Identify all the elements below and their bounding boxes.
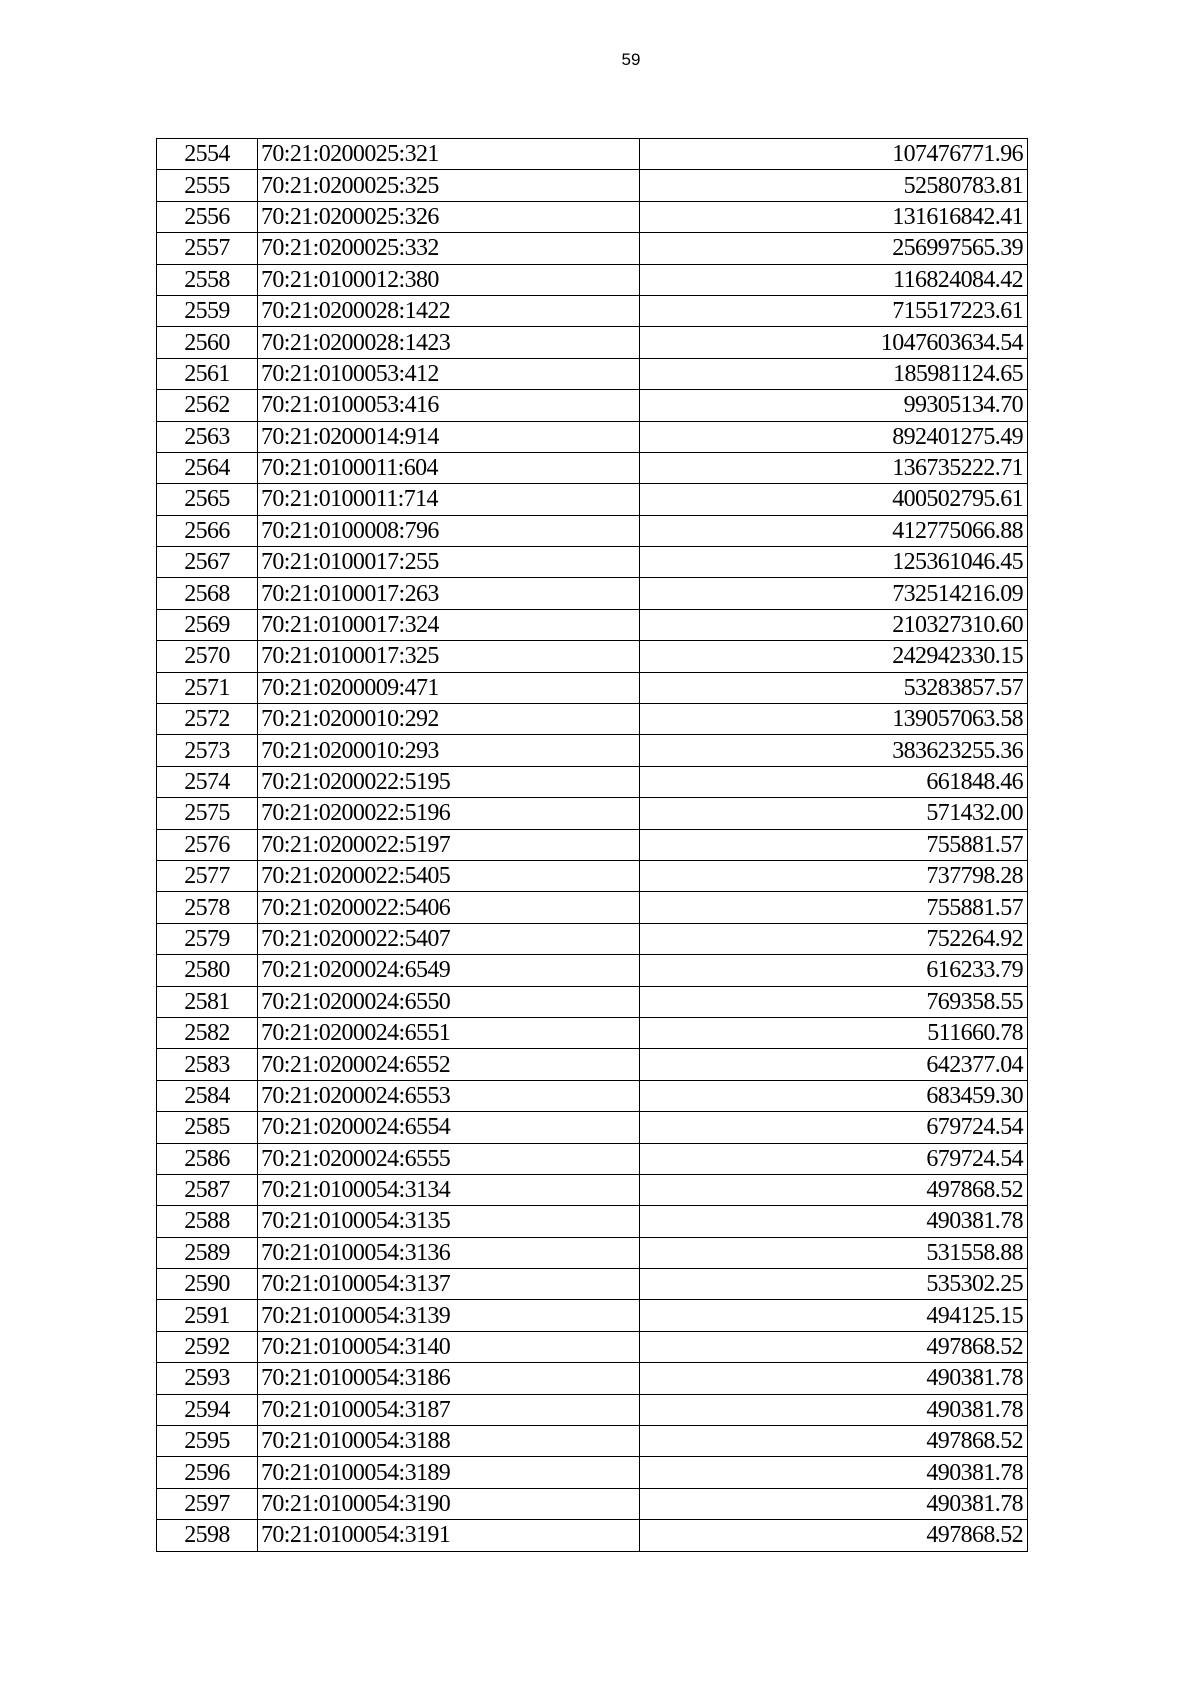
row-number-cell: 2555	[157, 170, 258, 201]
row-number-cell: 2563	[157, 421, 258, 452]
row-number-cell: 2584	[157, 1080, 258, 1111]
row-number-cell: 2562	[157, 390, 258, 421]
cadastral-number-cell: 70:21:0200022:5406	[258, 892, 640, 923]
row-number-cell: 2557	[157, 233, 258, 264]
cadastral-number-cell: 70:21:0200009:471	[258, 672, 640, 703]
table-row	[157, 955, 1028, 986]
row-number-cell: 2575	[157, 798, 258, 829]
cadastral-number-cell: 70:21:0100054:3190	[258, 1488, 640, 1519]
table-row	[157, 233, 1028, 264]
cadastral-number-cell: 70:21:0200024:6555	[258, 1143, 640, 1174]
cadastral-number-cell: 70:21:0100053:416	[258, 390, 640, 421]
row-number-cell: 2571	[157, 672, 258, 703]
cadastral-value-cell: 616233.79	[640, 955, 1028, 986]
table-row	[157, 1080, 1028, 1111]
cadastral-number-cell: 70:21:0100054:3189	[258, 1457, 640, 1488]
cadastral-number-cell: 70:21:0200010:293	[258, 735, 640, 766]
table-row	[157, 892, 1028, 923]
cadastral-number-cell: 70:21:0100054:3135	[258, 1206, 640, 1237]
cadastral-value-cell: 400502795.61	[640, 484, 1028, 515]
table-row	[157, 1457, 1028, 1488]
cadastral-value-cell: 490381.78	[640, 1488, 1028, 1519]
row-number-cell: 2564	[157, 452, 258, 483]
cadastral-number-cell: 70:21:0200022:5195	[258, 766, 640, 797]
table-row	[157, 1017, 1028, 1048]
table-row	[157, 1112, 1028, 1143]
cadastral-number-cell: 70:21:0100054:3140	[258, 1331, 640, 1362]
table-row	[157, 704, 1028, 735]
cadastral-value-cell: 242942330.15	[640, 641, 1028, 672]
cadastral-value-cell: 715517223.61	[640, 295, 1028, 326]
row-number-cell: 2597	[157, 1488, 258, 1519]
cadastral-value-cell: 383623255.36	[640, 735, 1028, 766]
cadastral-number-cell: 70:21:0200024:6553	[258, 1080, 640, 1111]
cadastral-number-cell: 70:21:0200022:5196	[258, 798, 640, 829]
row-number-cell: 2582	[157, 1017, 258, 1048]
row-number-cell: 2585	[157, 1112, 258, 1143]
row-number-cell: 2577	[157, 860, 258, 891]
table-row	[157, 1488, 1028, 1519]
table-row	[157, 170, 1028, 201]
cadastral-value-cell: 642377.04	[640, 1049, 1028, 1080]
cadastral-number-cell: 70:21:0100017:324	[258, 609, 640, 640]
cadastral-number-cell: 70:21:0200022:5407	[258, 923, 640, 954]
cadastral-value-cell: 679724.54	[640, 1112, 1028, 1143]
row-number-cell: 2595	[157, 1426, 258, 1457]
cadastral-value-cell: 1047603634.54	[640, 327, 1028, 358]
row-number-cell: 2565	[157, 484, 258, 515]
table-row	[157, 735, 1028, 766]
cadastral-number-cell: 70:21:0100053:412	[258, 358, 640, 389]
table-row	[157, 1143, 1028, 1174]
row-number-cell: 2586	[157, 1143, 258, 1174]
cadastral-number-cell: 70:21:0200024:6550	[258, 986, 640, 1017]
table-row	[157, 1206, 1028, 1237]
row-number-cell: 2587	[157, 1174, 258, 1205]
row-number-cell: 2580	[157, 955, 258, 986]
cadastral-number-cell: 70:21:0100054:3136	[258, 1237, 640, 1268]
table-row	[157, 609, 1028, 640]
row-number-cell: 2561	[157, 358, 258, 389]
cadastral-value-cell: 732514216.09	[640, 578, 1028, 609]
cadastral-number-cell: 70:21:0100054:3137	[258, 1269, 640, 1300]
cadastral-number-cell: 70:21:0200025:332	[258, 233, 640, 264]
cadastral-value-cell: 136735222.71	[640, 452, 1028, 483]
cadastral-value-cell: 139057063.58	[640, 704, 1028, 735]
cadastral-number-cell: 70:21:0100017:263	[258, 578, 640, 609]
table-row	[157, 578, 1028, 609]
table-row	[157, 1520, 1028, 1551]
cadastral-value-cell: 494125.15	[640, 1300, 1028, 1331]
row-number-cell: 2583	[157, 1049, 258, 1080]
cadastral-value-cell: 116824084.42	[640, 264, 1028, 295]
page-number: 59	[621, 50, 641, 69]
cadastral-number-cell: 70:21:0100011:714	[258, 484, 640, 515]
row-number-cell: 2576	[157, 829, 258, 860]
cadastral-value-cell: 99305134.70	[640, 390, 1028, 421]
cadastral-value-cell: 210327310.60	[640, 609, 1028, 640]
cadastral-value-table	[156, 138, 1028, 1552]
cadastral-value-cell: 52580783.81	[640, 170, 1028, 201]
table-row	[157, 452, 1028, 483]
cadastral-number-cell: 70:21:0200010:292	[258, 704, 640, 735]
cadastral-value-cell: 535302.25	[640, 1269, 1028, 1300]
table-row	[157, 358, 1028, 389]
table-row	[157, 201, 1028, 232]
table-row	[157, 1300, 1028, 1331]
row-number-cell: 2593	[157, 1363, 258, 1394]
table-row	[157, 1426, 1028, 1457]
row-number-cell: 2578	[157, 892, 258, 923]
cadastral-value-cell: 683459.30	[640, 1080, 1028, 1111]
table-row	[157, 923, 1028, 954]
cadastral-number-cell: 70:21:0200024:6552	[258, 1049, 640, 1080]
cadastral-value-cell: 497868.52	[640, 1426, 1028, 1457]
cadastral-value-cell: 497868.52	[640, 1174, 1028, 1205]
cadastral-value-cell: 107476771.96	[640, 139, 1028, 170]
table-row	[157, 829, 1028, 860]
row-number-cell: 2598	[157, 1520, 258, 1551]
table-row	[157, 1174, 1028, 1205]
cadastral-number-cell: 70:21:0200022:5197	[258, 829, 640, 860]
row-number-cell: 2589	[157, 1237, 258, 1268]
table-row	[157, 1049, 1028, 1080]
cadastral-number-cell: 70:21:0100017:325	[258, 641, 640, 672]
cadastral-value-cell: 490381.78	[640, 1394, 1028, 1425]
row-number-cell: 2573	[157, 735, 258, 766]
cadastral-number-cell: 70:21:0200028:1423	[258, 327, 640, 358]
table-row	[157, 547, 1028, 578]
table-row	[157, 515, 1028, 546]
table-row	[157, 1394, 1028, 1425]
row-number-cell: 2579	[157, 923, 258, 954]
row-number-cell: 2592	[157, 1331, 258, 1362]
row-number-cell: 2590	[157, 1269, 258, 1300]
row-number-cell: 2591	[157, 1300, 258, 1331]
cadastral-value-cell: 755881.57	[640, 892, 1028, 923]
table-row	[157, 798, 1028, 829]
table-row	[157, 860, 1028, 891]
table-row	[157, 484, 1028, 515]
row-number-cell: 2588	[157, 1206, 258, 1237]
table-row	[157, 1331, 1028, 1362]
cadastral-number-cell: 70:21:0100054:3191	[258, 1520, 640, 1551]
cadastral-value-cell: 769358.55	[640, 986, 1028, 1017]
row-number-cell: 2594	[157, 1394, 258, 1425]
row-number-cell: 2559	[157, 295, 258, 326]
table-row	[157, 672, 1028, 703]
cadastral-value-cell: 752264.92	[640, 923, 1028, 954]
cadastral-number-cell: 70:21:0100012:380	[258, 264, 640, 295]
cadastral-value-cell: 412775066.88	[640, 515, 1028, 546]
cadastral-number-cell: 70:21:0100054:3134	[258, 1174, 640, 1205]
cadastral-value-cell: 490381.78	[640, 1457, 1028, 1488]
cadastral-value-cell: 511660.78	[640, 1017, 1028, 1048]
cadastral-value-cell: 490381.78	[640, 1206, 1028, 1237]
row-number-cell: 2568	[157, 578, 258, 609]
cadastral-number-cell: 70:21:0100054:3188	[258, 1426, 640, 1457]
cadastral-value-cell: 679724.54	[640, 1143, 1028, 1174]
cadastral-value-cell: 125361046.45	[640, 547, 1028, 578]
row-number-cell: 2560	[157, 327, 258, 358]
cadastral-value-cell: 497868.52	[640, 1520, 1028, 1551]
row-number-cell: 2558	[157, 264, 258, 295]
row-number-cell: 2569	[157, 609, 258, 640]
cadastral-number-cell: 70:21:0100008:796	[258, 515, 640, 546]
cadastral-value-cell: 185981124.65	[640, 358, 1028, 389]
cadastral-value-cell: 755881.57	[640, 829, 1028, 860]
table-row	[157, 139, 1028, 170]
table-row	[157, 766, 1028, 797]
cadastral-number-cell: 70:21:0200025:326	[258, 201, 640, 232]
cadastral-value-cell: 131616842.41	[640, 201, 1028, 232]
cadastral-value-cell: 661848.46	[640, 766, 1028, 797]
row-number-cell: 2554	[157, 139, 258, 170]
cadastral-number-cell: 70:21:0200025:321	[258, 139, 640, 170]
cadastral-number-cell: 70:21:0200022:5405	[258, 860, 640, 891]
table-body	[157, 139, 1028, 1552]
table-row	[157, 1363, 1028, 1394]
cadastral-number-cell: 70:21:0200028:1422	[258, 295, 640, 326]
cadastral-value-cell: 53283857.57	[640, 672, 1028, 703]
cadastral-value-cell: 892401275.49	[640, 421, 1028, 452]
cadastral-value-cell: 737798.28	[640, 860, 1028, 891]
row-number-cell: 2567	[157, 547, 258, 578]
cadastral-number-cell: 70:21:0100054:3187	[258, 1394, 640, 1425]
cadastral-number-cell: 70:21:0200024:6551	[258, 1017, 640, 1048]
cadastral-value-cell: 571432.00	[640, 798, 1028, 829]
row-number-cell: 2556	[157, 201, 258, 232]
cadastral-value-cell: 497868.52	[640, 1331, 1028, 1362]
table-row	[157, 1269, 1028, 1300]
table-row	[157, 295, 1028, 326]
cadastral-number-cell: 70:21:0200024:6549	[258, 955, 640, 986]
table-row	[157, 390, 1028, 421]
cadastral-value-cell: 490381.78	[640, 1363, 1028, 1394]
cadastral-number-cell: 70:21:0100011:604	[258, 452, 640, 483]
cadastral-number-cell: 70:21:0100017:255	[258, 547, 640, 578]
row-number-cell: 2570	[157, 641, 258, 672]
table-row	[157, 986, 1028, 1017]
table-row	[157, 1237, 1028, 1268]
row-number-cell: 2572	[157, 704, 258, 735]
row-number-cell: 2596	[157, 1457, 258, 1488]
row-number-cell: 2574	[157, 766, 258, 797]
row-number-cell: 2566	[157, 515, 258, 546]
table-row	[157, 641, 1028, 672]
table-row	[157, 327, 1028, 358]
table-row	[157, 421, 1028, 452]
cadastral-value-cell: 256997565.39	[640, 233, 1028, 264]
cadastral-number-cell: 70:21:0100054:3186	[258, 1363, 640, 1394]
cadastral-value-cell: 531558.88	[640, 1237, 1028, 1268]
row-number-cell: 2581	[157, 986, 258, 1017]
cadastral-number-cell: 70:21:0200024:6554	[258, 1112, 640, 1143]
cadastral-number-cell: 70:21:0200025:325	[258, 170, 640, 201]
cadastral-number-cell: 70:21:0200014:914	[258, 421, 640, 452]
cadastral-number-cell: 70:21:0100054:3139	[258, 1300, 640, 1331]
table-row	[157, 264, 1028, 295]
